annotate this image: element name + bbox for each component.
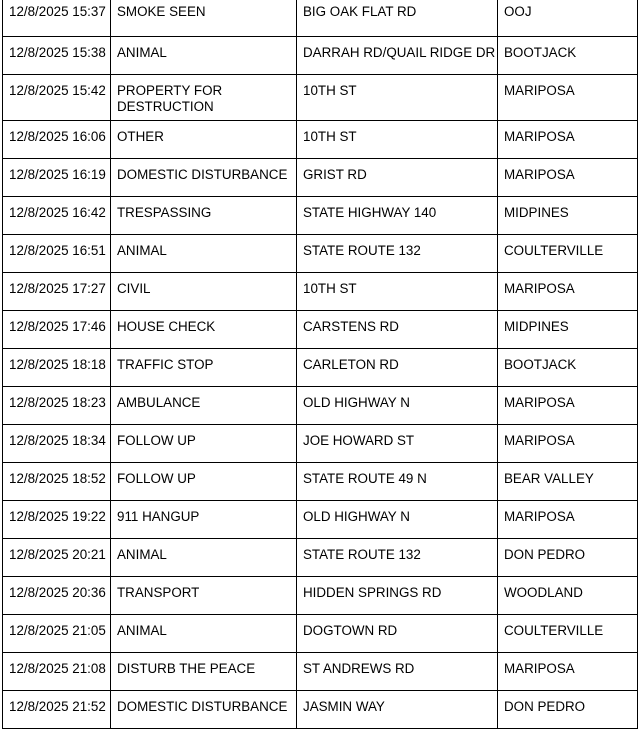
location-cell: BIG OAK FLAT RD	[297, 0, 498, 37]
call-type-cell: ANIMAL	[111, 539, 297, 577]
call-type-cell: DOMESTIC DISTURBANCE	[111, 691, 297, 729]
datetime-cell: 12/8/2025 18:23	[3, 387, 111, 425]
datetime-cell: 12/8/2025 16:19	[3, 159, 111, 197]
location-cell: STATE HIGHWAY 140	[297, 197, 498, 235]
call-type-cell: FOLLOW UP	[111, 463, 297, 501]
area-cell: COULTERVILLE	[498, 235, 638, 273]
table-row	[3, 159, 638, 197]
datetime-cell: 12/8/2025 16:06	[3, 121, 111, 159]
call-type-cell: OTHER	[111, 121, 297, 159]
location-cell: 10TH ST	[297, 75, 498, 121]
table-row	[3, 235, 638, 273]
area-cell: MIDPINES	[498, 197, 638, 235]
area-cell: MARIPOSA	[498, 75, 638, 121]
call-type-cell: AMBULANCE	[111, 387, 297, 425]
table-row	[3, 539, 638, 577]
table-row	[3, 0, 638, 37]
area-cell: COULTERVILLE	[498, 615, 638, 653]
table-row	[3, 501, 638, 539]
datetime-cell: 12/8/2025 21:05	[3, 615, 111, 653]
call-type-cell: HOUSE CHECK	[111, 311, 297, 349]
call-type-cell: ANIMAL	[111, 235, 297, 273]
location-cell: OLD HIGHWAY N	[297, 501, 498, 539]
area-cell: MARIPOSA	[498, 159, 638, 197]
datetime-cell: 12/8/2025 20:36	[3, 577, 111, 615]
table-row	[3, 615, 638, 653]
table-row	[3, 37, 638, 75]
location-cell: DOGTOWN RD	[297, 615, 498, 653]
location-cell: JASMIN WAY	[297, 691, 498, 729]
call-type-cell: FOLLOW UP	[111, 425, 297, 463]
call-type-cell: 911 HANGUP	[111, 501, 297, 539]
area-cell: MARIPOSA	[498, 653, 638, 691]
area-cell: BOOTJACK	[498, 349, 638, 387]
area-cell: MARIPOSA	[498, 273, 638, 311]
datetime-cell: 12/8/2025 18:34	[3, 425, 111, 463]
area-cell: MARIPOSA	[498, 425, 638, 463]
location-cell: STATE ROUTE 132	[297, 235, 498, 273]
datetime-cell: 12/8/2025 17:46	[3, 311, 111, 349]
table-row	[3, 691, 638, 729]
table-row	[3, 577, 638, 615]
datetime-cell: 12/8/2025 20:21	[3, 539, 111, 577]
table-row	[3, 425, 638, 463]
table-row	[3, 311, 638, 349]
location-cell: STATE ROUTE 132	[297, 539, 498, 577]
call-type-cell: PROPERTY FOR DESTRUCTION	[111, 75, 297, 121]
location-cell: 10TH ST	[297, 273, 498, 311]
area-cell: MARIPOSA	[498, 387, 638, 425]
area-cell: OOJ	[498, 0, 638, 37]
datetime-cell: 12/8/2025 15:37	[3, 0, 111, 37]
datetime-cell: 12/8/2025 21:08	[3, 653, 111, 691]
area-cell: MARIPOSA	[498, 121, 638, 159]
datetime-cell: 12/8/2025 17:27	[3, 273, 111, 311]
table-row	[3, 197, 638, 235]
call-type-cell: TRESPASSING	[111, 197, 297, 235]
area-cell: MARIPOSA	[498, 501, 638, 539]
location-cell: CARLETON RD	[297, 349, 498, 387]
location-cell: CARSTENS RD	[297, 311, 498, 349]
location-cell: JOE HOWARD ST	[297, 425, 498, 463]
datetime-cell: 12/8/2025 19:22	[3, 501, 111, 539]
call-log-table	[2, 0, 638, 729]
table-row	[3, 121, 638, 159]
table-row	[3, 463, 638, 501]
location-cell: 10TH ST	[297, 121, 498, 159]
call-type-cell: TRAFFIC STOP	[111, 349, 297, 387]
location-cell: STATE ROUTE 49 N	[297, 463, 498, 501]
datetime-cell: 12/8/2025 16:51	[3, 235, 111, 273]
area-cell: MIDPINES	[498, 311, 638, 349]
call-type-cell: ANIMAL	[111, 615, 297, 653]
call-type-cell: TRANSPORT	[111, 577, 297, 615]
area-cell: DON PEDRO	[498, 539, 638, 577]
call-type-cell: SMOKE SEEN	[111, 0, 297, 37]
area-cell: DON PEDRO	[498, 691, 638, 729]
area-cell: WOODLAND	[498, 577, 638, 615]
table-row	[3, 387, 638, 425]
datetime-cell: 12/8/2025 18:52	[3, 463, 111, 501]
table-row	[3, 75, 638, 121]
call-type-cell: DISTURB THE PEACE	[111, 653, 297, 691]
datetime-cell: 12/8/2025 16:42	[3, 197, 111, 235]
table-row	[3, 653, 638, 691]
datetime-cell: 12/8/2025 18:18	[3, 349, 111, 387]
location-cell: ST ANDREWS RD	[297, 653, 498, 691]
datetime-cell: 12/8/2025 15:42	[3, 75, 111, 121]
area-cell: BOOTJACK	[498, 37, 638, 75]
location-cell: GRIST RD	[297, 159, 498, 197]
call-type-cell: DOMESTIC DISTURBANCE	[111, 159, 297, 197]
table-row	[3, 349, 638, 387]
call-type-cell: ANIMAL	[111, 37, 297, 75]
datetime-cell: 12/8/2025 15:38	[3, 37, 111, 75]
location-cell: DARRAH RD/QUAIL RIDGE DR	[297, 37, 498, 75]
table-row	[3, 273, 638, 311]
location-cell: HIDDEN SPRINGS RD	[297, 577, 498, 615]
area-cell: BEAR VALLEY	[498, 463, 638, 501]
location-cell: OLD HIGHWAY N	[297, 387, 498, 425]
call-type-cell: CIVIL	[111, 273, 297, 311]
datetime-cell: 12/8/2025 21:52	[3, 691, 111, 729]
